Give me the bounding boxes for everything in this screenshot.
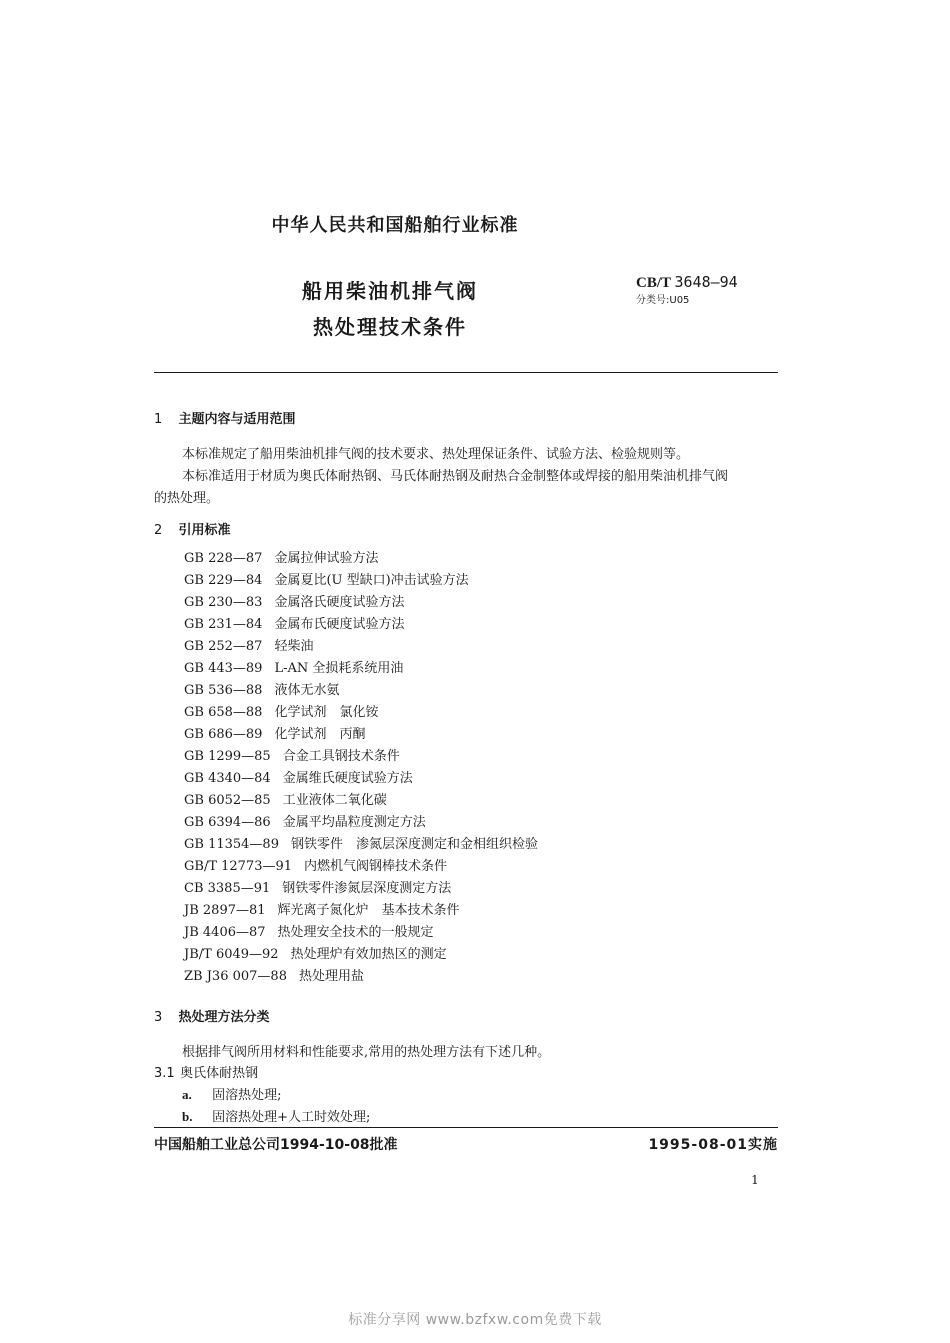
classification-number: 分类号:U05 — [636, 295, 690, 306]
section-3-number: 3 — [154, 1010, 163, 1025]
list-item — [182, 1084, 282, 1103]
page-number: 1 — [751, 1173, 759, 1187]
reference-title: 工业液体二氧化碳 — [282, 793, 387, 808]
reference-code: GB 11354—89 — [184, 837, 279, 852]
reference-item — [184, 614, 538, 636]
reference-title: 金属布氏硬度试验方法 — [274, 617, 405, 632]
reference-code: GB 443—89 — [184, 661, 263, 676]
reference-title: 热处理安全技术的一般规定 — [277, 925, 434, 940]
approval-statement: 中国船舶工业总公司1994-10-08批准 — [154, 1137, 398, 1153]
effective-date: 1995-08-01实施 — [648, 1137, 778, 1153]
document-title-line-2: 热处理技术条件 — [313, 315, 467, 339]
reference-item — [184, 702, 538, 724]
list-item-marker: a. — [182, 1087, 192, 1102]
reference-item — [184, 922, 538, 944]
subsection-3-1-title: 奥氏体耐热钢 — [180, 1066, 259, 1081]
reference-title: 液体无水氨 — [274, 683, 340, 698]
subsection-3-1-heading — [154, 1062, 258, 1081]
subsection-3-1-number: 3.1 — [154, 1066, 175, 1081]
footer-divider — [154, 1127, 778, 1128]
reference-item — [184, 966, 538, 988]
reference-code: CB 3385—91 — [184, 881, 271, 896]
list-item-text: 固溶热处理+人工时效处理; — [212, 1110, 371, 1125]
reference-code: GB 231—84 — [184, 617, 263, 632]
reference-code: GB 686—89 — [184, 727, 263, 742]
reference-code: GB/T 12773—91 — [184, 859, 293, 874]
reference-item — [184, 812, 538, 834]
reference-item — [184, 768, 538, 790]
section-1-title: 主题内容与适用范围 — [178, 412, 296, 427]
reference-code: GB 229—84 — [184, 573, 263, 588]
reference-code: JB 4406—87 — [184, 925, 266, 940]
reference-code: JB/T 6049—92 — [184, 947, 279, 962]
reference-title: 金属洛氏硬度试验方法 — [274, 595, 405, 610]
standard-code-number: 3648—94 — [674, 273, 738, 291]
reference-title: 金属平均晶粒度测定方法 — [282, 815, 426, 830]
section-2-number: 2 — [154, 523, 163, 538]
section-1-paragraph-2-line-2: 的热处理。 — [154, 491, 220, 506]
reference-item — [184, 592, 538, 614]
section-2-title: 引用标准 — [178, 523, 231, 538]
reference-item — [184, 746, 538, 768]
section-2-heading — [154, 519, 231, 538]
reference-item — [184, 658, 538, 680]
header-divider — [154, 372, 778, 373]
reference-title: 合金工具钢技术条件 — [282, 749, 400, 764]
reference-title: 化学试剂 氯化铵 — [274, 705, 379, 720]
reference-title: 金属夏比(U 型缺口)冲击试验方法 — [274, 573, 469, 588]
reference-code: GB 658—88 — [184, 705, 263, 720]
reference-code: GB 1299—85 — [184, 749, 271, 764]
standard-code-prefix: CB/T — [636, 275, 671, 291]
reference-title: 轻柴油 — [274, 639, 314, 654]
reference-item — [184, 834, 538, 856]
document-title-line-1: 船用柴油机排气阀 — [302, 279, 478, 303]
reference-item — [184, 636, 538, 658]
list-item — [182, 1106, 370, 1125]
section-3-title: 热处理方法分类 — [178, 1010, 270, 1025]
watermark-text: 标准分享网 www.bzfxw.com免费下载 — [348, 1312, 602, 1328]
reference-title: 辉光离子氮化炉 基本技术条件 — [277, 903, 460, 918]
reference-code: GB 6052—85 — [184, 793, 271, 808]
reference-item — [184, 900, 538, 922]
reference-code: GB 228—87 — [184, 551, 263, 566]
list-item-marker: b. — [182, 1109, 193, 1124]
reference-item — [184, 724, 538, 746]
section-3-heading — [154, 1006, 270, 1025]
reference-code: JB 2897—81 — [184, 903, 266, 918]
reference-title: 内燃机气阀钢棒技术条件 — [304, 859, 448, 874]
reference-title: 金属维氏硬度试验方法 — [282, 771, 413, 786]
reference-title: 化学试剂 丙酮 — [274, 727, 366, 742]
section-1-paragraph-1: 本标准规定了船用柴油机排气阀的技术要求、热处理保证条件、试验方法、检验规则等。 — [182, 447, 690, 462]
section-3-intro: 根据排气阀所用材料和性能要求,常用的热处理方法有下述几种。 — [182, 1045, 551, 1060]
reference-item — [184, 856, 538, 878]
standard-code — [636, 273, 738, 292]
reference-item — [184, 944, 538, 966]
standard-header-title: 中华人民共和国船舶行业标准 — [271, 215, 519, 236]
reference-item — [184, 548, 538, 570]
reference-code: GB 230—83 — [184, 595, 263, 610]
reference-standards-list — [184, 548, 538, 988]
reference-code: GB 536—88 — [184, 683, 263, 698]
reference-item — [184, 680, 538, 702]
section-1-heading — [154, 408, 296, 427]
reference-title: 钢铁零件渗氮层深度测定方法 — [282, 881, 452, 896]
reference-item — [184, 878, 538, 900]
reference-title: 热处理用盐 — [298, 969, 364, 984]
reference-title: 钢铁零件 渗氮层深度测定和金相组织检验 — [290, 837, 538, 852]
section-1-number: 1 — [154, 412, 163, 427]
reference-title: 热处理炉有效加热区的测定 — [290, 947, 447, 962]
reference-code: GB 252—87 — [184, 639, 263, 654]
reference-code: GB 4340—84 — [184, 771, 271, 786]
reference-title: 金属拉伸试验方法 — [274, 551, 379, 566]
list-item-text: 固溶热处理; — [212, 1088, 282, 1103]
reference-title: L-AN 全损耗系统用油 — [274, 661, 404, 676]
reference-item — [184, 570, 538, 592]
reference-code: ZB J36 007—88 — [184, 969, 287, 984]
section-1-paragraph-2-line-1: 本标准适用于材质为奥氏体耐热钢、马氏体耐热钢及耐热合金制整体或焊接的船用柴油机排气阀 — [182, 469, 729, 484]
reference-code: GB 6394—86 — [184, 815, 271, 830]
reference-item — [184, 790, 538, 812]
